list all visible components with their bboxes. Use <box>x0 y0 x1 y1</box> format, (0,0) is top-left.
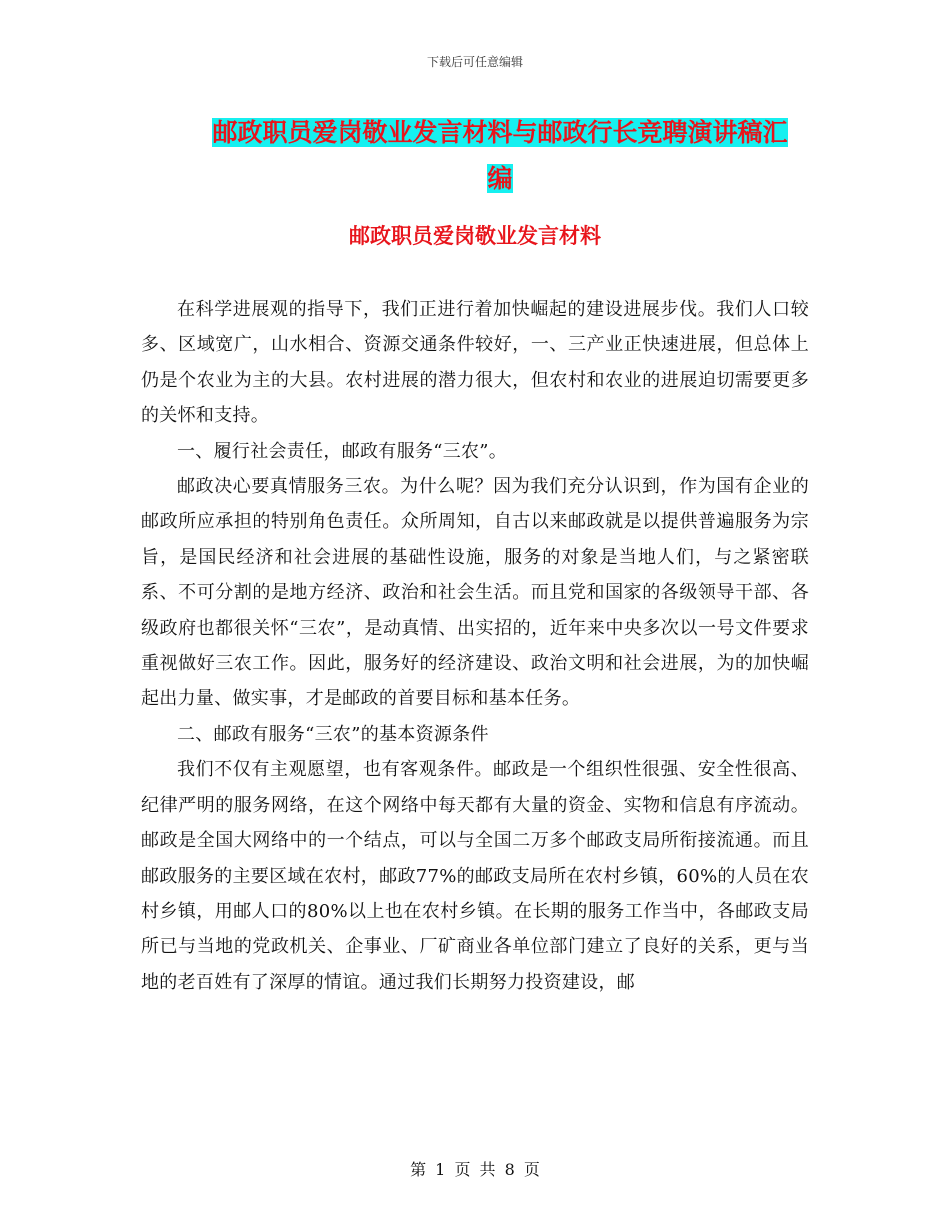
paragraph: 在科学进展观的指导下，我们正进行着加快崛起的建设进展步伐。我们人口较多、区域宽广，山水相合、资源交通条件较好，一、三产业正快速进展，但总体上仍是个农业为主的大县。农村进展的潜力很大，但农村和农业的进展迫切需要更多的关怀和支持。 <box>141 299 809 427</box>
section-title: 邮政职员爱岗敬业发言材料 <box>349 224 601 248</box>
header-note: 下载后可任意编辑 <box>426 55 523 69</box>
paragraph-heading: 一、履行社会责任，邮政有服务“三农”。 <box>177 440 508 462</box>
body-text <box>141 292 809 1000</box>
page-footer: 第 1 页 共 8 页 <box>410 1160 540 1179</box>
paragraph: 我们不仅有主观愿望，也有客观条件。邮政是一个组织性很强、安全性很高、纪律严明的服务网络，在这个网络中每天都有大量的资金、实物和信息有序流动。邮政是全国大网络中的一个结点，可以与全国二万多个邮政支局所衔接流通。而且邮政服务的主要区域在农村，邮政77%的邮政支局所在农村乡镇，60%的人员在农村乡镇，用邮人口的80%以上也在农村乡镇。在长期的服务工作当中，各邮政支局所已与当地的党政机关、企事业、厂矿商业各单位部门建立了良好的关系，更与当地的老百姓有了深厚的情谊。通过我们长期努力投资建设，邮 <box>141 759 809 993</box>
document-title-line-1: 邮政职员爱岗敬业发言材料与邮政行长竞聘演讲稿汇 <box>212 118 788 147</box>
document-title <box>140 110 860 202</box>
paragraph: 邮政决心要真情服务三农。为什么呢？因为我们充分认识到，作为国有企业的邮政所应承担的特别角色责任。众所周知，自古以来邮政就是以提供普遍服务为宗旨，是国民经济和社会进展的基础性设施，服务的对象是当地人们，与之紧密联系、不可分割的是地方经济、政治和社会生活。而且党和国家的各级领导干部、各级政府也都很关怀“三农”，是动真情、出实招的，近年来中央多次以一号文件要求重视做好三农工作。因此，服务好的经济建设、政治文明和社会进展，为的加快崛起出力量、做实事，才是邮政的首要目标和基本任务。 <box>141 476 809 710</box>
document-title-line-2: 编 <box>487 164 513 193</box>
paragraph-heading: 二、邮政有服务“三农”的基本资源条件 <box>177 723 489 745</box>
